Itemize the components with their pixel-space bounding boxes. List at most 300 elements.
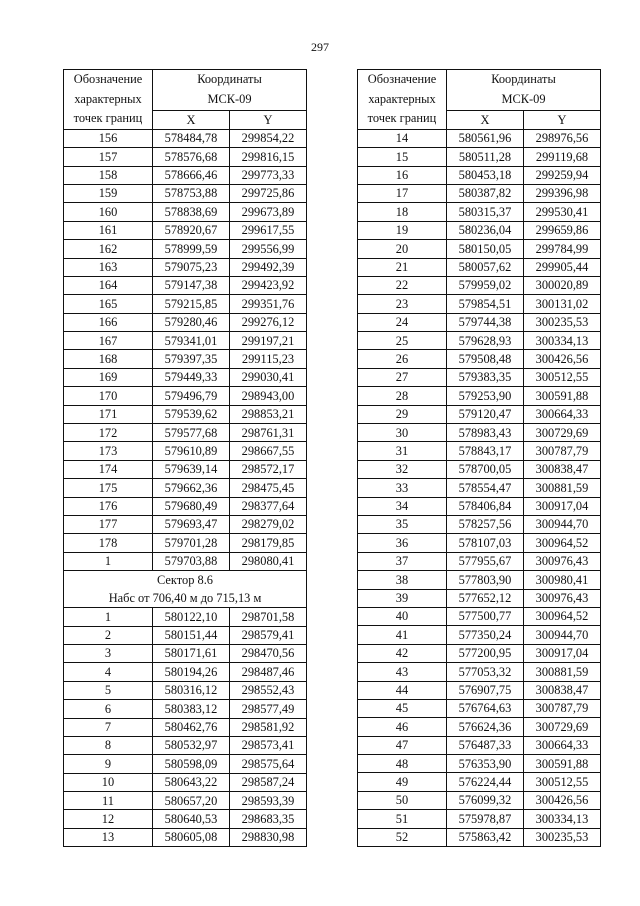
- table-row: [358, 295, 601, 313]
- table-row: [64, 258, 307, 276]
- x-coordinate-cell: 579496,79: [153, 387, 230, 405]
- x-coordinate-cell: 579680,49: [153, 497, 230, 515]
- y-coordinate-cell: 300512,55: [524, 773, 601, 791]
- x-coordinate-cell: 579397,35: [153, 350, 230, 368]
- x-coordinate-cell: 575863,42: [447, 828, 524, 846]
- x-coordinate-cell: 578484,78: [153, 129, 230, 147]
- y-coordinate-cell: 298487,46: [230, 663, 307, 681]
- sector-title: Сектор 8.6: [157, 573, 213, 588]
- y-coordinate-cell: 299854,22: [230, 129, 307, 147]
- x-coordinate-cell: 580511,28: [447, 148, 524, 166]
- y-coordinate-cell: 298577,49: [230, 700, 307, 718]
- x-coordinate-cell: 577200,95: [447, 644, 524, 662]
- x-coordinate-cell: 579854,51: [447, 295, 524, 313]
- x-coordinate-cell: 578983,43: [447, 424, 524, 442]
- x-coordinate-cell: 578838,69: [153, 203, 230, 221]
- table-row: [358, 221, 601, 239]
- point-id-cell: 165: [64, 295, 153, 313]
- table-row: [358, 368, 601, 386]
- y-coordinate-cell: 298667,55: [230, 442, 307, 460]
- header-row: [64, 70, 307, 111]
- y-coordinate-cell: 300334,13: [524, 332, 601, 350]
- y-coordinate-cell: 298470,56: [230, 644, 307, 662]
- point-id-cell: 49: [358, 773, 447, 791]
- x-coordinate-cell: 580561,96: [447, 129, 524, 147]
- table-row: [358, 442, 601, 460]
- x-coordinate-cell: 576487,33: [447, 736, 524, 754]
- x-coordinate-cell: 576764,63: [447, 699, 524, 717]
- table-row: [64, 515, 307, 533]
- x-coordinate-cell: 580598,09: [153, 755, 230, 773]
- x-coordinate-cell: 579075,23: [153, 258, 230, 276]
- table-row: [64, 497, 307, 515]
- table-row: [358, 607, 601, 625]
- table-row: [358, 240, 601, 258]
- y-coordinate-cell: 299115,23: [230, 350, 307, 368]
- table-row: [358, 755, 601, 773]
- x-coordinate-cell: 579744,38: [447, 313, 524, 331]
- point-id-cell: 51: [358, 810, 447, 828]
- y-coordinate-cell: 300591,88: [524, 755, 601, 773]
- x-header: X: [153, 111, 230, 130]
- y-coordinate-cell: 299556,99: [230, 240, 307, 258]
- point-id-cell: 156: [64, 129, 153, 147]
- point-id-cell: 29: [358, 405, 447, 423]
- table-row: [64, 479, 307, 497]
- x-coordinate-cell: 579120,47: [447, 405, 524, 423]
- x-coordinate-cell: 577803,90: [447, 571, 524, 589]
- point-id-cell: 174: [64, 460, 153, 478]
- y-coordinate-cell: 298587,24: [230, 773, 307, 791]
- table-row: [64, 534, 307, 552]
- y-coordinate-cell: 299773,33: [230, 166, 307, 184]
- point-id-cell: 42: [358, 644, 447, 662]
- y-coordinate-cell: 300944,70: [524, 626, 601, 644]
- y-coordinate-cell: 299659,86: [524, 221, 601, 239]
- x-coordinate-cell: 580643,22: [153, 773, 230, 791]
- x-coordinate-cell: 580315,37: [447, 203, 524, 221]
- point-id-cell: 27: [358, 368, 447, 386]
- x-coordinate-cell: 580383,12: [153, 700, 230, 718]
- x-coordinate-cell: 580171,61: [153, 644, 230, 662]
- point-id-cell: 7: [64, 718, 153, 736]
- table-row: [358, 332, 601, 350]
- x-coordinate-cell: 579577,68: [153, 424, 230, 442]
- table-row: [358, 460, 601, 478]
- x-coordinate-cell: 578666,46: [153, 166, 230, 184]
- y-coordinate-cell: 300976,43: [524, 589, 601, 607]
- point-id-cell: 163: [64, 258, 153, 276]
- y-coordinate-cell: 299905,44: [524, 258, 601, 276]
- table-row: [64, 387, 307, 405]
- y-header: Y: [230, 111, 307, 130]
- table-row: [64, 276, 307, 294]
- coordinates-header-line: МСК-09: [501, 92, 546, 106]
- x-coordinate-cell: 580462,76: [153, 718, 230, 736]
- y-coordinate-cell: 299351,76: [230, 295, 307, 313]
- point-id-cell: 34: [358, 497, 447, 515]
- point-id-cell: 4: [64, 663, 153, 681]
- x-coordinate-cell: 577955,67: [447, 552, 524, 570]
- x-coordinate-cell: 580236,04: [447, 221, 524, 239]
- point-id-cell: 175: [64, 479, 153, 497]
- y-coordinate-cell: 300664,33: [524, 405, 601, 423]
- point-id-cell: 157: [64, 148, 153, 166]
- y-coordinate-cell: 298377,64: [230, 497, 307, 515]
- x-coordinate-cell: 579693,47: [153, 515, 230, 533]
- point-id-cell: 19: [358, 221, 447, 239]
- y-coordinate-cell: 299725,86: [230, 184, 307, 202]
- x-coordinate-cell: 580657,20: [153, 792, 230, 810]
- y-coordinate-cell: 298579,41: [230, 626, 307, 644]
- x-coordinate-cell: 580453,18: [447, 166, 524, 184]
- x-coordinate-cell: 579662,36: [153, 479, 230, 497]
- y-coordinate-cell: 298573,41: [230, 736, 307, 754]
- table-row: [64, 810, 307, 828]
- y-header: Y: [524, 111, 601, 130]
- x-coordinate-cell: 580605,08: [153, 828, 230, 846]
- point-id-cell: 30: [358, 424, 447, 442]
- y-coordinate-cell: 300917,04: [524, 644, 601, 662]
- point-id-cell: 171: [64, 405, 153, 423]
- y-coordinate-cell: 300980,41: [524, 571, 601, 589]
- point-id-cell: 21: [358, 258, 447, 276]
- y-coordinate-cell: 299617,55: [230, 221, 307, 239]
- point-id-cell: 32: [358, 460, 447, 478]
- x-coordinate-cell: 578576,68: [153, 148, 230, 166]
- table-row: [64, 295, 307, 313]
- point-id-cell: 12: [64, 810, 153, 828]
- x-coordinate-cell: 578406,84: [447, 497, 524, 515]
- table-row: [64, 663, 307, 681]
- coordinates-table-right: [357, 69, 601, 847]
- table-row: [358, 791, 601, 809]
- point-id-cell: 8: [64, 736, 153, 754]
- table-row: [358, 148, 601, 166]
- point-id-cell: 11: [64, 792, 153, 810]
- point-id-cell: 176: [64, 497, 153, 515]
- y-coordinate-cell: 298575,64: [230, 755, 307, 773]
- x-coordinate-cell: 577652,12: [447, 589, 524, 607]
- point-id-cell: 2: [64, 626, 153, 644]
- point-id-cell: 167: [64, 332, 153, 350]
- x-coordinate-cell: 578107,03: [447, 534, 524, 552]
- x-coordinate-cell: 579280,46: [153, 313, 230, 331]
- y-coordinate-cell: 300838,47: [524, 681, 601, 699]
- table-row: [64, 792, 307, 810]
- table-row: [358, 184, 601, 202]
- table-row: [358, 350, 601, 368]
- table-row: [358, 681, 601, 699]
- coordinates-header: [447, 70, 601, 111]
- table-row: [358, 663, 601, 681]
- point-id-cell: 48: [358, 755, 447, 773]
- left-rows-a: [64, 129, 307, 570]
- y-coordinate-cell: 300131,02: [524, 295, 601, 313]
- y-coordinate-cell: 299276,12: [230, 313, 307, 331]
- x-coordinate-cell: 576353,90: [447, 755, 524, 773]
- sector-row: [64, 571, 307, 608]
- y-coordinate-cell: 300729,69: [524, 424, 601, 442]
- table-row: [358, 552, 601, 570]
- x-coordinate-cell: 578554,47: [447, 479, 524, 497]
- x-header: X: [447, 111, 524, 130]
- table-row: [64, 166, 307, 184]
- point-id-cell: 36: [358, 534, 447, 552]
- y-coordinate-cell: 298552,43: [230, 681, 307, 699]
- x-coordinate-cell: 579703,88: [153, 552, 230, 570]
- designation-header-line: Обозначение: [367, 72, 437, 86]
- point-id-cell: 9: [64, 755, 153, 773]
- y-coordinate-cell: 298683,35: [230, 810, 307, 828]
- left-rows-b: [64, 608, 307, 847]
- y-coordinate-cell: 298943,00: [230, 387, 307, 405]
- table-row: [358, 129, 601, 147]
- point-id-cell: 50: [358, 791, 447, 809]
- table-row: [64, 240, 307, 258]
- table-row: [64, 350, 307, 368]
- point-id-cell: 16: [358, 166, 447, 184]
- table-row: [64, 221, 307, 239]
- table-row: [358, 828, 601, 846]
- x-coordinate-cell: 578257,56: [447, 515, 524, 533]
- point-id-cell: 169: [64, 368, 153, 386]
- point-id-cell: 173: [64, 442, 153, 460]
- table-row: [64, 203, 307, 221]
- point-id-cell: 168: [64, 350, 153, 368]
- y-coordinate-cell: 298475,45: [230, 479, 307, 497]
- point-id-cell: 13: [64, 828, 153, 846]
- y-coordinate-cell: 298976,56: [524, 129, 601, 147]
- y-coordinate-cell: 300020,89: [524, 276, 601, 294]
- y-coordinate-cell: 298830,98: [230, 828, 307, 846]
- x-coordinate-cell: 580316,12: [153, 681, 230, 699]
- x-coordinate-cell: 577350,24: [447, 626, 524, 644]
- y-coordinate-cell: 300976,43: [524, 552, 601, 570]
- table-row: [64, 718, 307, 736]
- table-row: [358, 810, 601, 828]
- y-coordinate-cell: 298581,92: [230, 718, 307, 736]
- point-id-cell: 23: [358, 295, 447, 313]
- x-coordinate-cell: 579959,02: [447, 276, 524, 294]
- right-rows: [358, 129, 601, 846]
- table-row: [358, 258, 601, 276]
- point-id-cell: 177: [64, 515, 153, 533]
- point-id-cell: 39: [358, 589, 447, 607]
- table-row: [64, 828, 307, 846]
- point-id-cell: 14: [358, 129, 447, 147]
- point-id-cell: 160: [64, 203, 153, 221]
- point-id-cell: 43: [358, 663, 447, 681]
- x-coordinate-cell: 579610,89: [153, 442, 230, 460]
- point-id-cell: 41: [358, 626, 447, 644]
- table-row: [358, 405, 601, 423]
- x-coordinate-cell: 575978,87: [447, 810, 524, 828]
- y-coordinate-cell: 300838,47: [524, 460, 601, 478]
- y-coordinate-cell: 300787,79: [524, 699, 601, 717]
- point-id-cell: 15: [358, 148, 447, 166]
- y-coordinate-cell: 298701,58: [230, 608, 307, 626]
- y-coordinate-cell: 299396,98: [524, 184, 601, 202]
- point-id-cell: 158: [64, 166, 153, 184]
- x-coordinate-cell: 580194,26: [153, 663, 230, 681]
- y-coordinate-cell: 299030,41: [230, 368, 307, 386]
- table-row: [64, 148, 307, 166]
- table-row: [64, 332, 307, 350]
- coordinates-header-line: Координаты: [491, 72, 556, 87]
- table-row: [358, 626, 601, 644]
- point-id-cell: 3: [64, 644, 153, 662]
- point-id-cell: 170: [64, 387, 153, 405]
- y-coordinate-cell: 300787,79: [524, 442, 601, 460]
- x-coordinate-cell: 580532,97: [153, 736, 230, 754]
- point-id-cell: 178: [64, 534, 153, 552]
- x-coordinate-cell: 578753,88: [153, 184, 230, 202]
- point-id-cell: 166: [64, 313, 153, 331]
- point-id-cell: 47: [358, 736, 447, 754]
- sector-subtitle: Набс от 706,40 м до 715,13 м: [108, 591, 262, 606]
- table-row: [358, 534, 601, 552]
- x-coordinate-cell: 579253,90: [447, 387, 524, 405]
- y-coordinate-cell: 300729,69: [524, 718, 601, 736]
- table-row: [358, 644, 601, 662]
- y-coordinate-cell: 300964,52: [524, 607, 601, 625]
- table-row: [358, 479, 601, 497]
- point-id-cell: 159: [64, 184, 153, 202]
- coordinates-table-left: [63, 69, 307, 847]
- point-id-cell: 164: [64, 276, 153, 294]
- y-coordinate-cell: 300235,53: [524, 828, 601, 846]
- y-coordinate-cell: 300512,55: [524, 368, 601, 386]
- x-coordinate-cell: 576907,75: [447, 681, 524, 699]
- table-row: [64, 129, 307, 147]
- point-id-cell: 162: [64, 240, 153, 258]
- y-coordinate-cell: 298572,17: [230, 460, 307, 478]
- table-row: [358, 699, 601, 717]
- table-row: [64, 773, 307, 791]
- y-coordinate-cell: 300917,04: [524, 497, 601, 515]
- table-row: [64, 736, 307, 754]
- designation-header: [64, 70, 153, 130]
- x-coordinate-cell: 576099,32: [447, 791, 524, 809]
- point-id-cell: 38: [358, 571, 447, 589]
- y-coordinate-cell: 299259,94: [524, 166, 601, 184]
- x-coordinate-cell: 576624,36: [447, 718, 524, 736]
- sector-block: [64, 571, 307, 608]
- y-coordinate-cell: 299423,92: [230, 276, 307, 294]
- point-id-cell: 46: [358, 718, 447, 736]
- x-coordinate-cell: 578700,05: [447, 460, 524, 478]
- x-coordinate-cell: 579628,93: [447, 332, 524, 350]
- table-row: [64, 755, 307, 773]
- y-coordinate-cell: 300964,52: [524, 534, 601, 552]
- table-row: [64, 460, 307, 478]
- x-coordinate-cell: 578920,67: [153, 221, 230, 239]
- point-id-cell: 6: [64, 700, 153, 718]
- y-coordinate-cell: 299119,68: [524, 148, 601, 166]
- x-coordinate-cell: 580640,53: [153, 810, 230, 828]
- y-coordinate-cell: 300881,59: [524, 663, 601, 681]
- table-row: [358, 773, 601, 791]
- table-row: [358, 736, 601, 754]
- y-coordinate-cell: 300664,33: [524, 736, 601, 754]
- point-id-cell: 20: [358, 240, 447, 258]
- x-coordinate-cell: 579639,14: [153, 460, 230, 478]
- x-coordinate-cell: 579383,35: [447, 368, 524, 386]
- table-row: [358, 313, 601, 331]
- table-row: [64, 608, 307, 626]
- table-row: [64, 681, 307, 699]
- y-coordinate-cell: 299816,15: [230, 148, 307, 166]
- point-id-cell: 5: [64, 681, 153, 699]
- table-row: [358, 166, 601, 184]
- y-coordinate-cell: 298853,21: [230, 405, 307, 423]
- y-coordinate-cell: 299197,21: [230, 332, 307, 350]
- y-coordinate-cell: 300881,59: [524, 479, 601, 497]
- point-id-cell: 52: [358, 828, 447, 846]
- x-coordinate-cell: 580150,05: [447, 240, 524, 258]
- y-coordinate-cell: 299492,39: [230, 258, 307, 276]
- point-id-cell: 40: [358, 607, 447, 625]
- table-row: [358, 387, 601, 405]
- point-id-cell: 10: [64, 773, 153, 791]
- y-coordinate-cell: 298593,39: [230, 792, 307, 810]
- page-number: 297: [311, 40, 329, 54]
- table-row: [64, 184, 307, 202]
- designation-header-line: точек границ: [73, 111, 143, 126]
- y-coordinate-cell: 300591,88: [524, 387, 601, 405]
- point-id-cell: 22: [358, 276, 447, 294]
- header-row: [358, 70, 601, 111]
- x-coordinate-cell: 577500,77: [447, 607, 524, 625]
- table-row: [64, 313, 307, 331]
- point-id-cell: 37: [358, 552, 447, 570]
- table-row: [358, 571, 601, 589]
- designation-header-line: точек границ: [367, 111, 437, 126]
- y-coordinate-cell: 298279,02: [230, 515, 307, 533]
- y-coordinate-cell: 300944,70: [524, 515, 601, 533]
- point-id-cell: 25: [358, 332, 447, 350]
- point-id-cell: 28: [358, 387, 447, 405]
- point-id-cell: 45: [358, 699, 447, 717]
- point-id-cell: 26: [358, 350, 447, 368]
- table-row: [64, 626, 307, 644]
- x-coordinate-cell: 580122,10: [153, 608, 230, 626]
- table-row: [358, 276, 601, 294]
- sector-caption: [64, 571, 307, 608]
- y-coordinate-cell: 300426,56: [524, 791, 601, 809]
- x-coordinate-cell: 577053,32: [447, 663, 524, 681]
- table-row: [358, 515, 601, 533]
- coordinates-header-line: МСК-09: [207, 92, 252, 106]
- designation-header-line: Обозначение: [73, 72, 143, 86]
- table-row: [64, 644, 307, 662]
- point-id-cell: 24: [358, 313, 447, 331]
- point-id-cell: 161: [64, 221, 153, 239]
- x-coordinate-cell: 579449,33: [153, 368, 230, 386]
- point-id-cell: 1: [64, 608, 153, 626]
- x-coordinate-cell: 580387,82: [447, 184, 524, 202]
- x-coordinate-cell: 579215,85: [153, 295, 230, 313]
- y-coordinate-cell: 298080,41: [230, 552, 307, 570]
- x-coordinate-cell: 580057,62: [447, 258, 524, 276]
- table-row: [64, 442, 307, 460]
- designation-header-line: характерных: [74, 91, 142, 106]
- point-id-cell: 44: [358, 681, 447, 699]
- coordinates-header-line: Координаты: [197, 72, 262, 87]
- x-coordinate-cell: 579539,62: [153, 405, 230, 423]
- point-id-cell: 18: [358, 203, 447, 221]
